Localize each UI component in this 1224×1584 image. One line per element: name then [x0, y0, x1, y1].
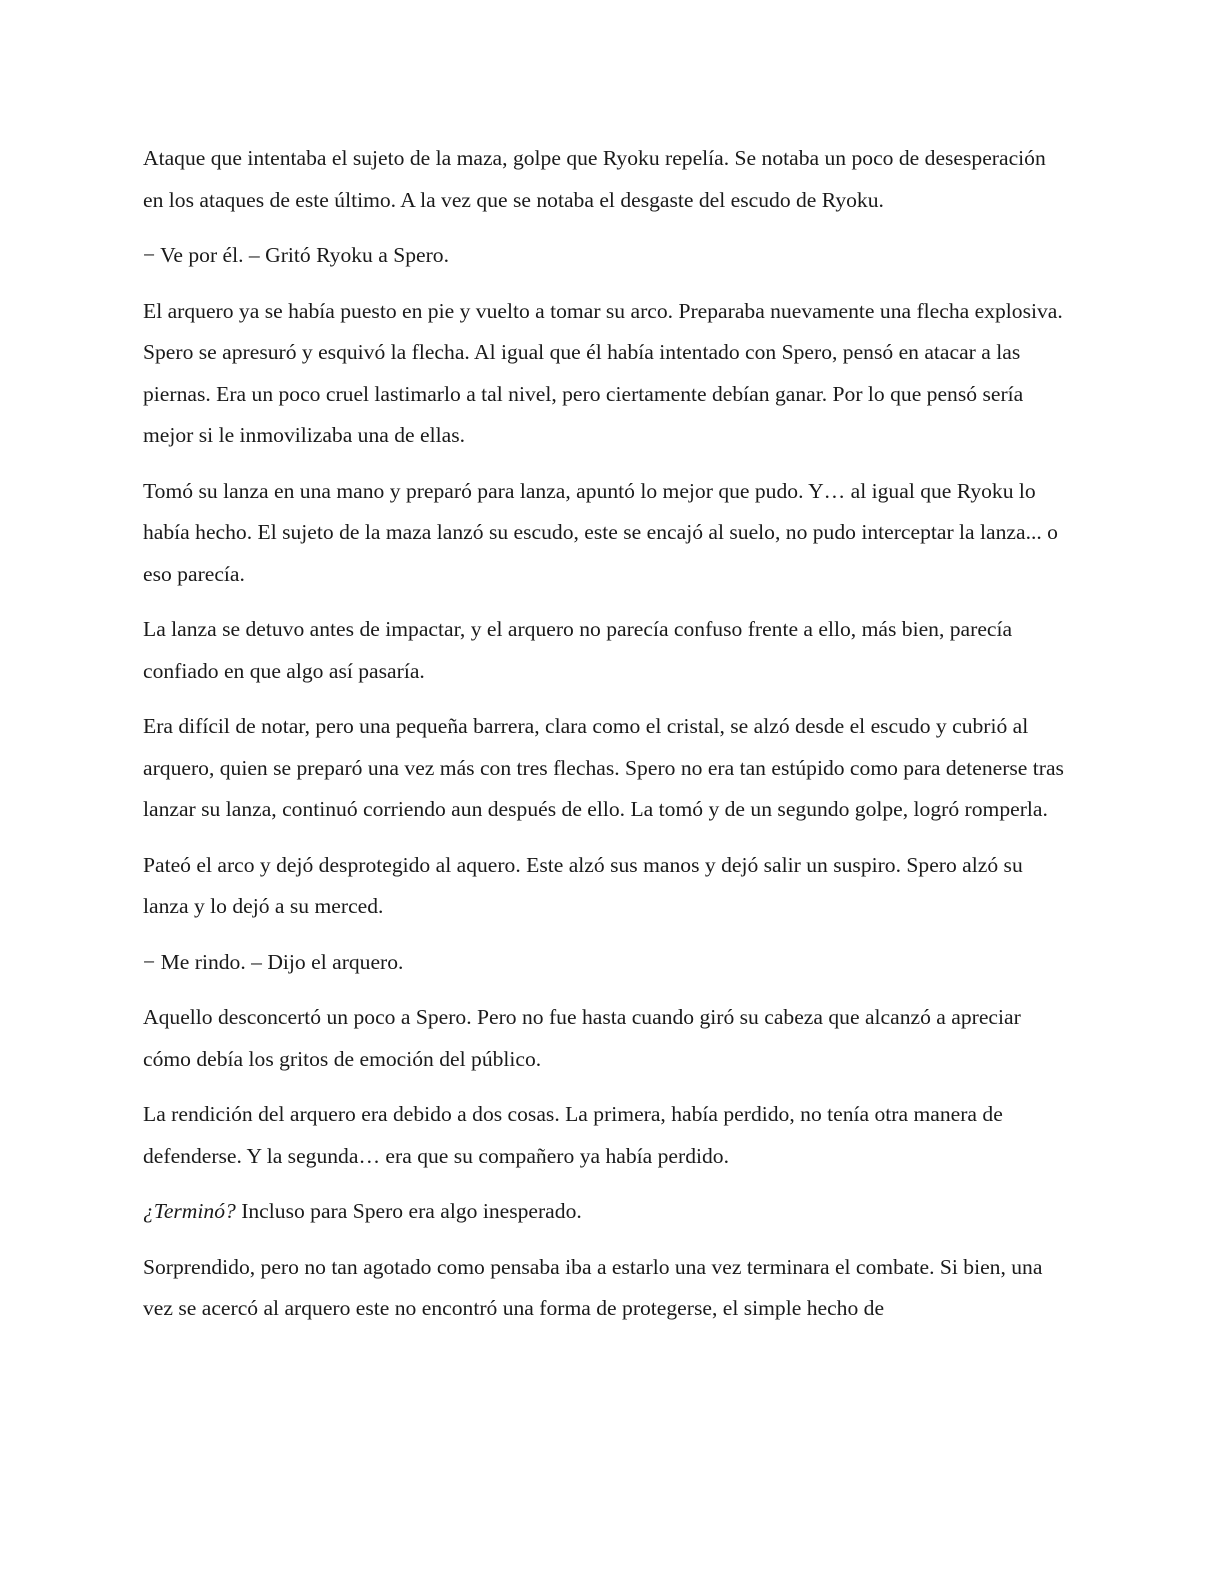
paragraph-3: El arquero ya se había puesto en pie y vuelto a tomar su arco. Preparaba nuevamente una flecha explosiva. Spero se apresuró y esquivó la flecha. Al igual que él había intentado con Spero, pensó en atacar a las piernas. Era un poco cruel lastimarlo a tal nivel, pero ciertamente debían ganar. Por lo que pensó sería mejor si le inmovilizaba una de ellas.: [143, 298, 1063, 447]
paragraph-last: Sorprendido, pero no tan agotado como pensaba iba a estarlo una vez terminara el combate. Si bien, una vez se acercó al arquero este no encontró una forma de protegerse, el simple hecho de: [143, 1254, 1043, 1320]
paragraph-termino-rest: Incluso para Spero era algo inesperado.: [235, 1199, 582, 1223]
paragraph-termino: [143, 1191, 1068, 1233]
paragraph-5: La lanza se detuvo antes de impactar, y el arquero no parecía confuso frente a ello, más bien, parecía confiado en que algo así pasaría.: [143, 617, 1013, 683]
paragraph-4: Tomó su lanza en una mano y preparó para lanza, apuntó lo mejor que pudo. Y… al igual que Ryoku lo había hecho. El sujeto de la maza lanzó su escudo, este se encajó al suelo, no pudo interceptar la lanza... o eso parecía.: [143, 478, 1058, 586]
dialogue-me-rindo: − Me rindo. – Dijo el arquero.: [143, 949, 404, 974]
document-page: [143, 138, 1068, 1344]
paragraph-10: La rendición del arquero era debido a dos cosas. La primera, había perdido, no tenía otra manera de defenderse. Y la segunda… era que su compañero ya había perdido.: [143, 1102, 1003, 1168]
paragraph-7: Pateó el arco y dejó desprotegido al aquero. Este alzó sus manos y dejó salir un suspiro. Spero alzó su lanza y lo dejó a su merced.: [143, 852, 1023, 918]
dialogue-ve-por-el: − Ve por él. – Gritó Ryoku a Spero.: [143, 243, 449, 267]
paragraph-1: Ataque que intentaba el sujeto de la maza, golpe que Ryoku repelía. Se notaba un poco de desesperación en los ataques de este último. A la vez que se notaba el desgaste del escudo de Ryoku.: [143, 146, 1046, 212]
italic-thought: ¿Terminó?: [143, 1199, 236, 1223]
paragraph-9: Aquello desconcertó un poco a Spero. Pero no fue hasta cuando giró su cabeza que alcanzó a apreciar cómo debía los gritos de emoción del público.: [143, 1005, 1021, 1071]
paragraph-6: Era difícil de notar, pero una pequeña barrera, clara como el cristal, se alzó desde el escudo y cubrió al arquero, quien se preparó una vez más con tres flechas. Spero no era tan estúpido como para detenerse tras lanzar su lanza, continuó corriendo aun después de ello. La tomó y de un segundo golpe, logró romperla.: [143, 714, 1064, 821]
